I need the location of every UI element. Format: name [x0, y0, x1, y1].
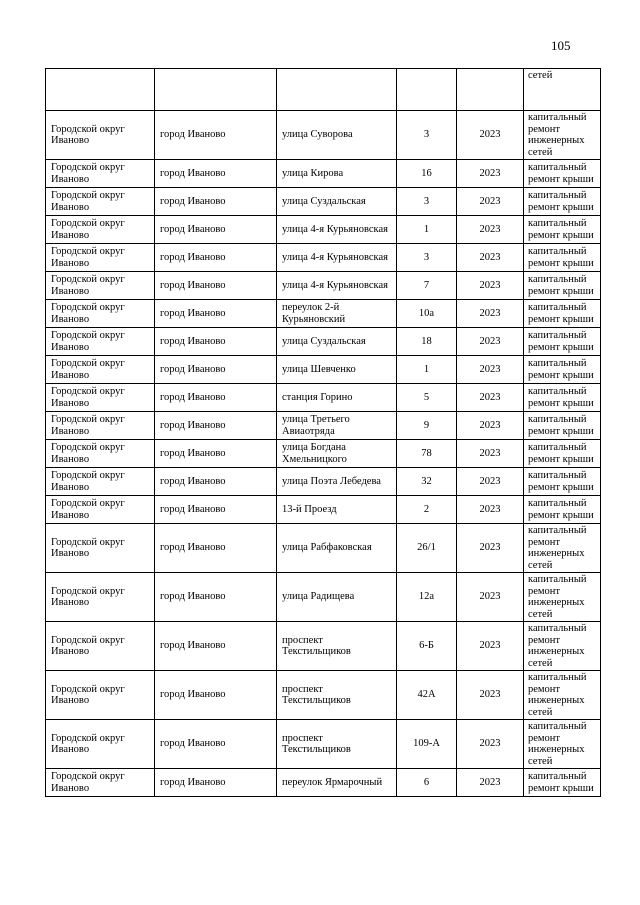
cell-house [397, 69, 457, 111]
cell-house: 26/1 [397, 524, 457, 573]
cell-work: капитальный ремонт инженерных сетей [524, 111, 601, 160]
cell-work: капитальный ремонт крыши [524, 468, 601, 496]
cell-work: капитальный ремонт крыши [524, 356, 601, 384]
cell-work: капитальный ремонт крыши [524, 440, 601, 468]
cell-house: 7 [397, 272, 457, 300]
cell-city: город Иваново [155, 356, 277, 384]
cell-street: проспект Текстильщиков [277, 622, 397, 671]
cell-work: капитальный ремонт крыши [524, 272, 601, 300]
cell-street: улица Поэта Лебедева [277, 468, 397, 496]
cell-work: капитальный ремонт инженерных сетей [524, 720, 601, 769]
table-body [46, 69, 601, 797]
cell-district: Городской округ Иваново [46, 300, 155, 328]
cell-house: 3 [397, 244, 457, 272]
cell-street: переулок 2-й Курьяновский [277, 300, 397, 328]
cell-street: улица 4-я Курьяновская [277, 216, 397, 244]
cell-work: капитальный ремонт крыши [524, 244, 601, 272]
cell-street: проспект Текстильщиков [277, 671, 397, 720]
table-row [46, 720, 601, 769]
cell-district: Городской округ Иваново [46, 188, 155, 216]
cell-district: Городской округ Иваново [46, 720, 155, 769]
cell-city: город Иваново [155, 111, 277, 160]
table-row [46, 412, 601, 440]
cell-city: город Иваново [155, 412, 277, 440]
cell-work: капитальный ремонт инженерных сетей [524, 622, 601, 671]
cell-year: 2023 [457, 356, 524, 384]
cell-district: Городской округ Иваново [46, 384, 155, 412]
cell-work: капитальный ремонт крыши [524, 188, 601, 216]
cell-year: 2023 [457, 111, 524, 160]
cell-district: Городской округ Иваново [46, 160, 155, 188]
cell-year: 2023 [457, 440, 524, 468]
table-row [46, 188, 601, 216]
cell-district: Городской округ Иваново [46, 468, 155, 496]
cell-city: город Иваново [155, 188, 277, 216]
cell-work: капитальный ремонт инженерных сетей [524, 524, 601, 573]
cell-district [46, 69, 155, 111]
cell-year: 2023 [457, 496, 524, 524]
cell-house: 32 [397, 468, 457, 496]
cell-work: капитальный ремонт крыши [524, 496, 601, 524]
cell-district: Городской округ Иваново [46, 573, 155, 622]
table-row [46, 573, 601, 622]
cell-house: 9 [397, 412, 457, 440]
cell-district: Городской округ Иваново [46, 671, 155, 720]
cell-year: 2023 [457, 524, 524, 573]
cell-city: город Иваново [155, 524, 277, 573]
table-row [46, 671, 601, 720]
cell-street: улица Кирова [277, 160, 397, 188]
table-row [46, 769, 601, 797]
cell-work: капитальный ремонт инженерных сетей [524, 573, 601, 622]
cell-city: город Иваново [155, 573, 277, 622]
cell-street: улица Богдана Хмельницкого [277, 440, 397, 468]
cell-house: 2 [397, 496, 457, 524]
table-row [46, 160, 601, 188]
table-row [46, 244, 601, 272]
table-row [46, 111, 601, 160]
cell-work: капитальный ремонт крыши [524, 300, 601, 328]
cell-city: город Иваново [155, 300, 277, 328]
cell-year: 2023 [457, 769, 524, 797]
cell-city: город Иваново [155, 384, 277, 412]
cell-district: Городской округ Иваново [46, 524, 155, 573]
cell-year: 2023 [457, 622, 524, 671]
cell-street: улица Суворова [277, 111, 397, 160]
cell-city: город Иваново [155, 160, 277, 188]
cell-street: улица Шевченко [277, 356, 397, 384]
cell-district: Городской округ Иваново [46, 111, 155, 160]
cell-district: Городской округ Иваново [46, 496, 155, 524]
cell-house: 1 [397, 356, 457, 384]
cell-street: станция Горино [277, 384, 397, 412]
cell-work: капитальный ремонт крыши [524, 769, 601, 797]
repair-table [45, 68, 601, 797]
cell-city: город Иваново [155, 720, 277, 769]
cell-city: город Иваново [155, 622, 277, 671]
cell-district: Городской округ Иваново [46, 622, 155, 671]
cell-district: Городской округ Иваново [46, 272, 155, 300]
table-row [46, 468, 601, 496]
table-row [46, 216, 601, 244]
cell-house: 6-Б [397, 622, 457, 671]
table-row [46, 440, 601, 468]
table-row [46, 384, 601, 412]
cell-year: 2023 [457, 244, 524, 272]
cell-year: 2023 [457, 216, 524, 244]
cell-house: 18 [397, 328, 457, 356]
cell-city: город Иваново [155, 244, 277, 272]
cell-street: улица Суздальская [277, 188, 397, 216]
cell-city: город Иваново [155, 468, 277, 496]
cell-city [155, 69, 277, 111]
cell-house: 16 [397, 160, 457, 188]
cell-street [277, 69, 397, 111]
cell-city: город Иваново [155, 440, 277, 468]
cell-street: переулок Ярмарочный [277, 769, 397, 797]
table-row [46, 622, 601, 671]
cell-house: 10а [397, 300, 457, 328]
cell-work: капитальный ремонт крыши [524, 412, 601, 440]
cell-city: город Иваново [155, 671, 277, 720]
cell-street: проспект Текстильщиков [277, 720, 397, 769]
cell-year: 2023 [457, 412, 524, 440]
cell-year: 2023 [457, 384, 524, 412]
cell-year: 2023 [457, 188, 524, 216]
cell-year: 2023 [457, 573, 524, 622]
cell-district: Городской округ Иваново [46, 356, 155, 384]
cell-year: 2023 [457, 300, 524, 328]
cell-house: 12а [397, 573, 457, 622]
cell-district: Городской округ Иваново [46, 244, 155, 272]
table-row [46, 496, 601, 524]
cell-street: улица Рабфаковская [277, 524, 397, 573]
cell-work: капитальный ремонт крыши [524, 216, 601, 244]
cell-year: 2023 [457, 468, 524, 496]
table-row [46, 524, 601, 573]
cell-house: 109-А [397, 720, 457, 769]
cell-work: сетей [524, 69, 601, 111]
cell-work: капитальный ремонт крыши [524, 160, 601, 188]
table-row [46, 272, 601, 300]
cell-city: город Иваново [155, 216, 277, 244]
cell-district: Городской округ Иваново [46, 440, 155, 468]
cell-city: город Иваново [155, 769, 277, 797]
cell-city: город Иваново [155, 496, 277, 524]
table-row [46, 328, 601, 356]
cell-city: город Иваново [155, 272, 277, 300]
cell-street: улица Суздальская [277, 328, 397, 356]
cell-year: 2023 [457, 720, 524, 769]
cell-work: капитальный ремонт крыши [524, 384, 601, 412]
cell-street: улица Радищева [277, 573, 397, 622]
cell-district: Городской округ Иваново [46, 328, 155, 356]
cell-year: 2023 [457, 671, 524, 720]
cell-work: капитальный ремонт инженерных сетей [524, 671, 601, 720]
cell-year: 2023 [457, 272, 524, 300]
cell-year [457, 69, 524, 111]
cell-house: 42А [397, 671, 457, 720]
cell-house: 6 [397, 769, 457, 797]
cell-street: улица 4-я Курьяновская [277, 244, 397, 272]
cell-district: Городской округ Иваново [46, 412, 155, 440]
cell-year: 2023 [457, 328, 524, 356]
page-number: 105 [551, 38, 571, 53]
cell-street: улица Третьего Авиаотряда [277, 412, 397, 440]
cell-work: капитальный ремонт крыши [524, 328, 601, 356]
cell-house: 3 [397, 111, 457, 160]
table-row [46, 356, 601, 384]
cell-street: улица 4-я Курьяновская [277, 272, 397, 300]
cell-district: Городской округ Иваново [46, 769, 155, 797]
table-row [46, 300, 601, 328]
cell-district: Городской округ Иваново [46, 216, 155, 244]
cell-house: 1 [397, 216, 457, 244]
cell-house: 5 [397, 384, 457, 412]
cell-house: 3 [397, 188, 457, 216]
table-row-continuation [46, 69, 601, 111]
cell-house: 78 [397, 440, 457, 468]
cell-city: город Иваново [155, 328, 277, 356]
cell-year: 2023 [457, 160, 524, 188]
cell-street: 13-й Проезд [277, 496, 397, 524]
